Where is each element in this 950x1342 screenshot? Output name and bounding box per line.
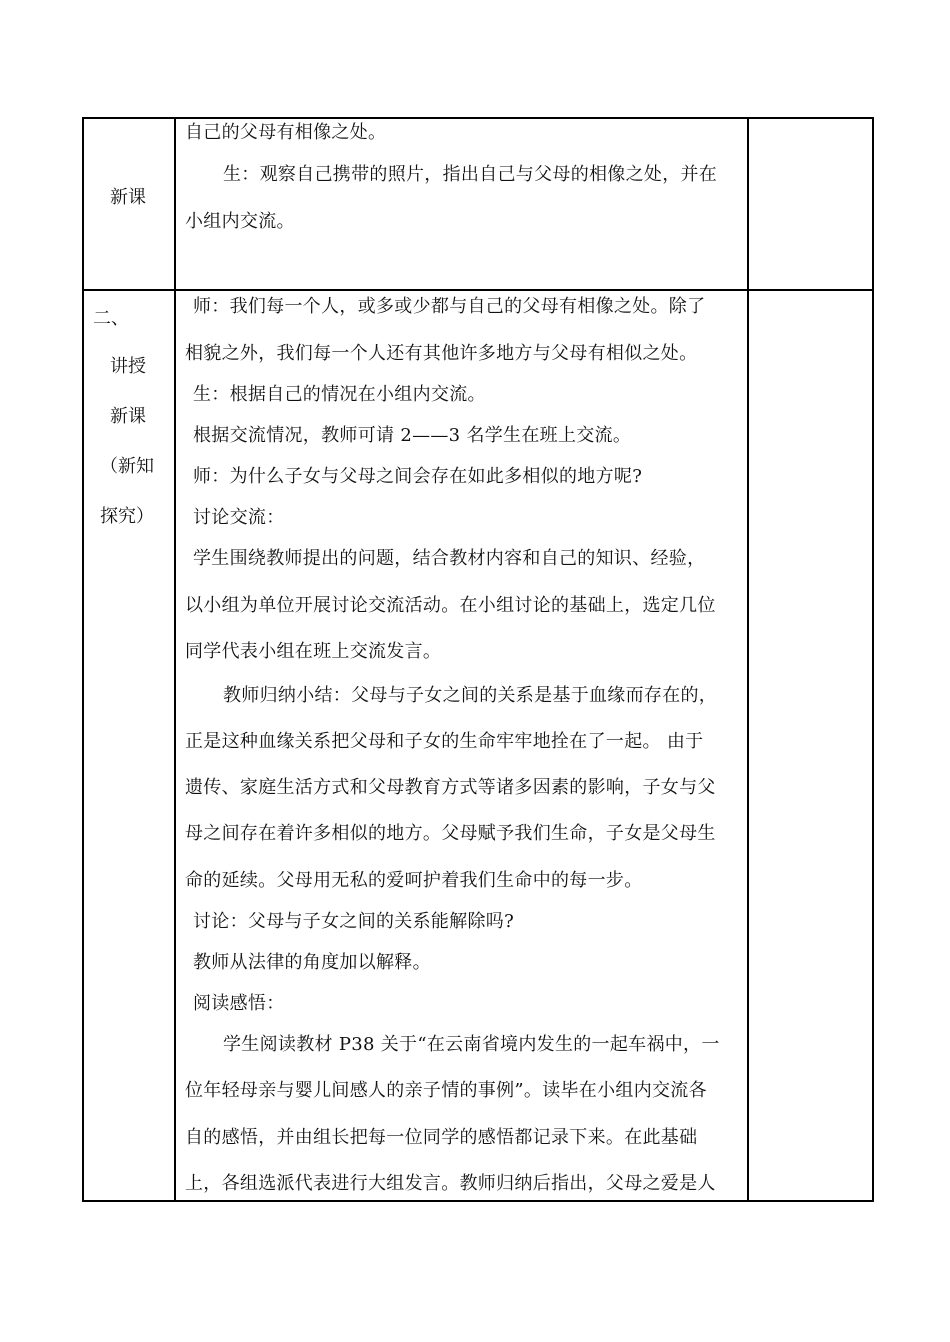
row2-line-16: 教师从法律的角度加以解释。 <box>193 952 431 973</box>
row2-line-15: 讨论：父母与子女之间的关系能解除吗? <box>193 911 515 932</box>
row2-line-14: 命的延续。父母用无私的爱呵护着我们生命中的每一步。 <box>185 870 643 891</box>
row2-label-1: 二、 <box>93 308 129 329</box>
row2-line-8: 以小组为单位开展讨论交流活动。在小组讨论的基础上，选定几位 <box>185 595 716 616</box>
table-col-divider-2 <box>747 117 749 1202</box>
row2-label-2: 讲授 <box>110 356 146 377</box>
row2-line-3: 生：根据自己的情况在小组内交流。 <box>193 384 486 405</box>
row2-line-1: 师：我们每一个人，或多或少都与自己的父母有相像之处。除了 <box>193 296 706 317</box>
row2-line-11: 正是这种血缘关系把父母和子女的生命牢牢地拴在了一起。 由于 <box>185 731 704 752</box>
row2-line-20: 自的感悟，并由组长把每一位同学的感悟都记录下来。在此基础 <box>185 1127 698 1148</box>
table-left-border <box>82 117 84 1202</box>
row1-line-2: 生：观察自己携带的照片，指出自己与父母的相像之处，并在 <box>223 164 718 185</box>
row2-line-2: 相貌之外，我们每一个人还有其他许多地方与父母有相似之处。 <box>185 343 698 364</box>
row2-line-5: 师：为什么子女与父母之间会存在如此多相似的地方呢? <box>193 466 643 487</box>
table-top-border <box>82 117 874 119</box>
row2-line-12: 遗传、家庭生活方式和父母教育方式等诸多因素的影响，子女与父 <box>185 777 716 798</box>
row2-label-5: 探究） <box>100 506 154 527</box>
row1-line-3: 小组内交流。 <box>185 211 295 232</box>
table-right-border <box>872 117 874 1202</box>
table-bottom-border <box>82 1200 874 1202</box>
row1-label: 新课 <box>110 187 146 208</box>
table-col-divider-1 <box>174 117 176 1202</box>
row2-line-10: 教师归纳小结：父母与子女之间的关系是基于血缘而存在的， <box>223 685 718 706</box>
row2-label-3: 新课 <box>110 406 146 427</box>
row2-line-6: 讨论交流： <box>193 507 285 528</box>
table-row-divider <box>82 289 874 291</box>
row2-line-17: 阅读感悟： <box>193 993 285 1014</box>
row2-line-4: 根据交流情况，教师可请 2——3 名学生在班上交流。 <box>193 425 632 446</box>
row2-line-21: 上，各组选派代表进行大组发言。教师归纳后指出，父母之爱是人 <box>185 1173 716 1194</box>
row2-line-18: 学生阅读教材 P38 关于“在云南省境内发生的一起车祸中，一 <box>223 1034 720 1055</box>
row2-line-19: 位年轻母亲与婴儿间感人的亲子情的事例”。读毕在小组内交流各 <box>185 1080 707 1101</box>
row1-line-1: 自己的父母有相像之处。 <box>185 122 387 143</box>
row2-line-13: 母之间存在着许多相似的地方。父母赋予我们生命，子女是父母生 <box>185 823 716 844</box>
row2-line-7: 学生围绕教师提出的问题，结合教材内容和自己的知识、经验， <box>193 548 706 569</box>
row2-line-9: 同学代表小组在班上交流发言。 <box>185 641 442 662</box>
row2-label-4: （新知 <box>100 456 154 477</box>
